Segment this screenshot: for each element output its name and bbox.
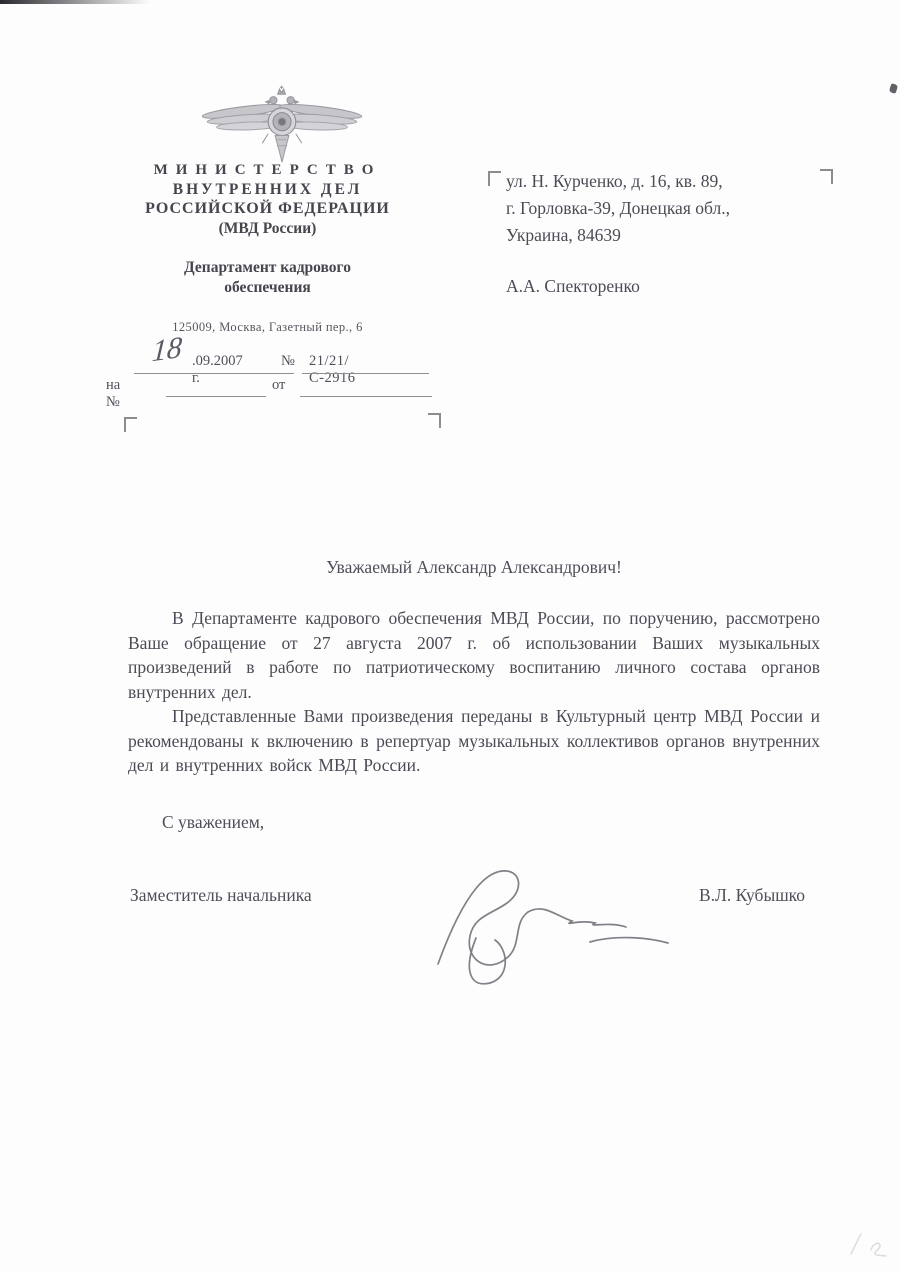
reply-from-label: от	[272, 377, 286, 393]
reference-corner-bracket-open	[124, 417, 137, 432]
body-paragraph-2: Представленные Вами произведения переданы в Культурный центр МВД России и рекомендованы к включению в репертуар музыкальных коллективов органов внутренних дел и внутренних войск МВД России.	[128, 706, 820, 775]
reply-date-blank	[300, 396, 432, 397]
number-underline	[302, 373, 429, 374]
letter-body	[128, 606, 820, 778]
recipient-name: А.А. Спекторенко	[506, 276, 640, 296]
date-underline	[134, 373, 294, 374]
number-sign: №	[281, 353, 295, 369]
scan-edge-artifact	[0, 0, 150, 4]
ministry-name-line3: РОССИЙСКОЙ ФЕДЕРАЦИИ	[145, 200, 390, 217]
address-corner-bracket-open	[488, 171, 501, 186]
body-paragraph-1: В Департаменте кадрового обеспечения МВД России, по поручению, рассмотрено Ваше обращение от 27 августа 2007 г. об использовании Ваших музыкальных произведений в работе по патриотическому воспитанию личного состава органов внутренних дел.	[128, 608, 820, 702]
recipient-address	[506, 168, 818, 249]
ministry-abbreviation: (МВД России)	[218, 220, 317, 237]
department-name: Департамент кадрового обеспечения	[184, 259, 351, 297]
ink-blot	[889, 83, 898, 94]
address-corner-bracket-close	[820, 169, 833, 184]
ministry-name-line2: ВНУТРЕННИХ ДЕЛ	[172, 181, 363, 198]
pencil-mark	[845, 1230, 893, 1262]
handwritten-day: 18	[151, 330, 184, 369]
ministry-name-line1: МИНИСТЕРСТВО	[153, 162, 382, 178]
outgoing-number: 21/21/С-2916	[309, 353, 356, 386]
reply-number-blank	[166, 396, 266, 397]
signer-position: Заместитель начальника	[130, 885, 312, 905]
outgoing-date: .09.2007 г.	[192, 353, 243, 386]
closing-phrase: С уважением,	[162, 812, 265, 832]
signer-name: В.Л. Кубышко	[699, 885, 806, 905]
reply-to-label: на №	[106, 377, 121, 410]
recipient-address-line: ул. Н. Курченко, д. 16, кв. 89,	[506, 171, 723, 191]
reference-corner-bracket-close	[428, 413, 441, 428]
organization-address: 125009, Москва, Газетный пер., 6	[172, 320, 363, 335]
recipient-address-line: г. Горловка-39, Донецкая обл.,	[506, 198, 730, 218]
letterhead	[100, 162, 435, 335]
recipient-address-line: Украина, 84639	[506, 225, 621, 245]
handwritten-signature-icon	[418, 846, 680, 988]
salutation: Уважаемый Александр Александрович!	[326, 557, 622, 577]
mvd-double-headed-eagle-icon	[196, 82, 368, 170]
